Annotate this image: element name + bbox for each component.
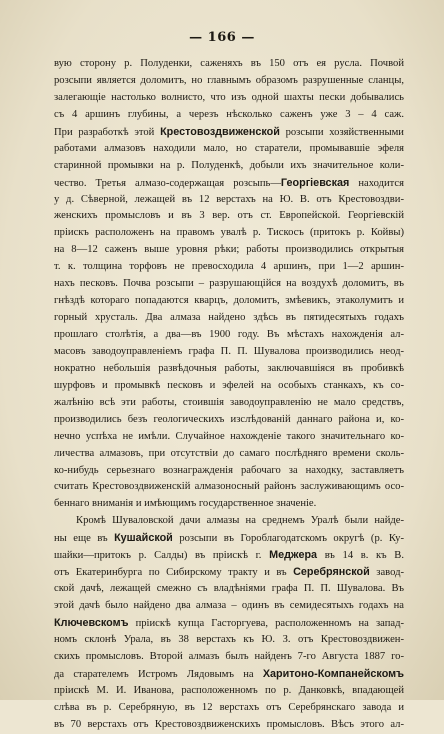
text-run: находится — [349, 177, 404, 189]
text-run: считать Крестовоздвиженскій алмазоносный районъ заслуживающимъ осо- — [54, 481, 404, 493]
text-run: въ 14 в. къ В. — [317, 550, 404, 562]
text-line — [54, 276, 404, 293]
bold-placename: Ключевскомъ — [54, 616, 129, 629]
text-line — [54, 225, 404, 242]
text-run: завод- — [369, 567, 404, 579]
text-line — [54, 717, 404, 734]
text-run: прошлаго столѣтія, а два—въ 1900 году. Въ мѣстахъ нахожденія ал- — [54, 329, 404, 340]
text-line — [54, 666, 404, 683]
text-run: При разработкѣ этой — [54, 126, 161, 138]
text-run: работами алмазовъ находили мало, но старатели, промывавшіе эфеля — [54, 142, 404, 154]
text-line — [54, 107, 404, 124]
text-line — [54, 378, 404, 395]
paragraph-other-finds — [54, 513, 404, 733]
text-run: пріискѣ М. И. Иванова, расположенномъ по р. Данковкѣ, впадающей — [54, 684, 404, 696]
text-run: ко-нибудь серьезнаго вознагражденія рабочаго за находку, заставляетъ — [54, 464, 404, 476]
text-line — [54, 141, 404, 158]
text-run: жалѣнію всѣ эти работы, стоившія заводоуправленію не мало средствъ, — [54, 396, 404, 408]
text-run: скихъ промысловъ. Второй алмазъ былъ найденъ 7-го Августа 1887 го- — [54, 650, 404, 662]
text-run: гнѣздѣ котораго попадаются кварцъ, доломитъ, змѣевикъ, этаколумитъ и — [54, 295, 404, 307]
text-run: нократно небольшія развѣдочныя работы, заключавшіяся въ пробивкѣ — [54, 362, 404, 374]
text-line — [54, 175, 404, 192]
text-run: въ 70 верстахъ отъ Крестовоздвиженскихъ промысловъ. Вѣсъ этого ал- — [54, 718, 404, 730]
text-run: розсыпи является доломитъ, но главнымъ образомъ разрушенные сланцы, — [54, 74, 404, 86]
text-run: слѣва въ р. Серебряную, въ 12 верстахъ отъ Серебрянскаго завода и — [54, 701, 404, 713]
text-line — [54, 192, 404, 209]
text-line — [54, 683, 404, 700]
text-line — [54, 496, 404, 513]
bold-placename: Кушайской — [114, 532, 173, 545]
text-line — [54, 327, 404, 344]
text-line — [54, 208, 404, 225]
text-line — [54, 124, 404, 141]
text-line — [54, 158, 404, 175]
text-run: личества алмазовъ, при отсутствіи до самаго послѣдняго времени сколь- — [54, 447, 404, 459]
text-run: пріискъ расположенъ на правомъ увалѣ р. Тискосъ (притокъ р. Койвы) — [54, 227, 404, 239]
text-run: нечно успѣха не имѣли. Случайное нахожденіе такого значительнаго ко- — [54, 430, 404, 442]
text-run: отъ Екатеринбурга по Сибирскому тракту и въ — [54, 567, 294, 579]
text-run: производились безъ геологическихъ изслѣдованій даннаго района и, ко- — [54, 413, 404, 425]
text-run: беннаго вниманія и имѣющимъ государственное значеніе. — [54, 498, 317, 510]
bold-placename: Меджера — [269, 549, 318, 562]
text-run: вую сторону р. Полуденки, саженяхъ въ 150 отъ ея русла. Почвой — [54, 58, 404, 69]
text-run: на 8—12 саженъ выше уровня рѣки; работы производились открытыя — [54, 244, 404, 256]
text-run: этой дачѣ было найдено два алмаза – одинъ въ семидесятыхъ годахъ на — [54, 600, 404, 611]
text-run: розсыпи хозяйственными — [279, 126, 404, 138]
text-run: чество. Третья алмазо-содержащая розсыпь— — [54, 177, 281, 189]
text-run: пріискѣ купца Гасторгуева, расположенномъ на запад- — [128, 617, 404, 629]
text-line — [54, 259, 404, 276]
text-line — [54, 412, 404, 429]
text-line — [54, 632, 404, 649]
text-line — [54, 344, 404, 361]
text-run: ской дачѣ, лежащей смежно съ владѣніями графа П. П. Шувалова. Въ — [54, 583, 404, 595]
text-line — [54, 479, 404, 496]
text-run: женскихъ промысловъ и въ 3 вер. отъ ст. Европейской. Георгіевскій — [54, 210, 404, 222]
text-line — [54, 242, 404, 259]
text-run: шайки—притокъ р. Салды) въ пріискѣ г. — [54, 550, 270, 562]
text-run: у д. Сѣверной, лежащей въ 12 верстахъ на Ю. В. отъ Крестовоздви- — [54, 193, 404, 205]
bold-placename: Георгіевская — [280, 176, 350, 189]
paragraph-crestovozdvizhensky — [54, 56, 404, 513]
text-line — [54, 90, 404, 107]
text-run: масовъ заводоуправленіемъ графа П. П. Шувалова производились неод- — [54, 345, 404, 357]
text-run: да старателемъ Истромъ Лядовымъ на — [54, 668, 263, 680]
text-line — [54, 446, 404, 463]
text-line — [54, 361, 404, 378]
text-line — [54, 649, 404, 666]
text-line — [54, 293, 404, 310]
text-line — [54, 598, 404, 615]
text-line — [54, 581, 404, 598]
text-line — [54, 700, 404, 717]
text-line — [54, 73, 404, 90]
bold-placename: Харитоно-Компанейскомъ — [262, 667, 404, 680]
text-line — [54, 530, 404, 547]
text-line — [54, 513, 404, 530]
text-run: т. к. толщина торфовъ не превосходила 4 аршинъ, при 1—2 аршин- — [54, 261, 404, 273]
text-line — [54, 310, 404, 327]
body-text — [54, 56, 404, 734]
text-run: ны еще въ — [54, 533, 115, 545]
text-line — [54, 547, 404, 564]
text-line — [54, 395, 404, 412]
text-line — [54, 615, 404, 632]
text-line — [54, 564, 404, 581]
text-line — [54, 463, 404, 480]
page-number: — 166 — — [189, 30, 255, 45]
text-run: залегающіе настолько волнисто, что изъ одной шахты пески добывались — [54, 91, 404, 103]
text-run: шурфовъ и промывкѣ песковъ и эфелей на особыхъ станкахъ, къ со- — [54, 379, 404, 391]
text-line — [54, 56, 404, 73]
text-run: номъ склонѣ Урала, въ 38 верстахъ къ Ю. З. отъ Крестовоздвижен- — [54, 633, 404, 645]
bold-placename: Крестовоздвиженской — [160, 125, 280, 138]
text-line — [54, 429, 404, 446]
text-run: старинной промывки на р. Полуденкѣ, добыли ихъ значительное коли- — [54, 159, 404, 171]
text-run: горный хрусталь. Два алмаза найдено здѣсь въ пятидесятыхъ годахъ — [54, 312, 404, 324]
text-run: нахъ песковъ. Почва розсыпи – разрушающійся на воздухѣ доломитъ, въ — [54, 278, 404, 290]
text-run: съ 4 аршинъ глубины, а черезъ нѣсколько саженъ уже 3 – 4 саж. — [54, 108, 404, 120]
bold-placename: Серебрянской — [293, 566, 370, 579]
text-run: розсыпи въ Гороблагодатскомъ округѣ (р. Ку- — [172, 533, 404, 545]
text-run: Кромѣ Шуваловской дачи алмазы на среднемъ Уралѣ были найде- — [76, 515, 404, 527]
